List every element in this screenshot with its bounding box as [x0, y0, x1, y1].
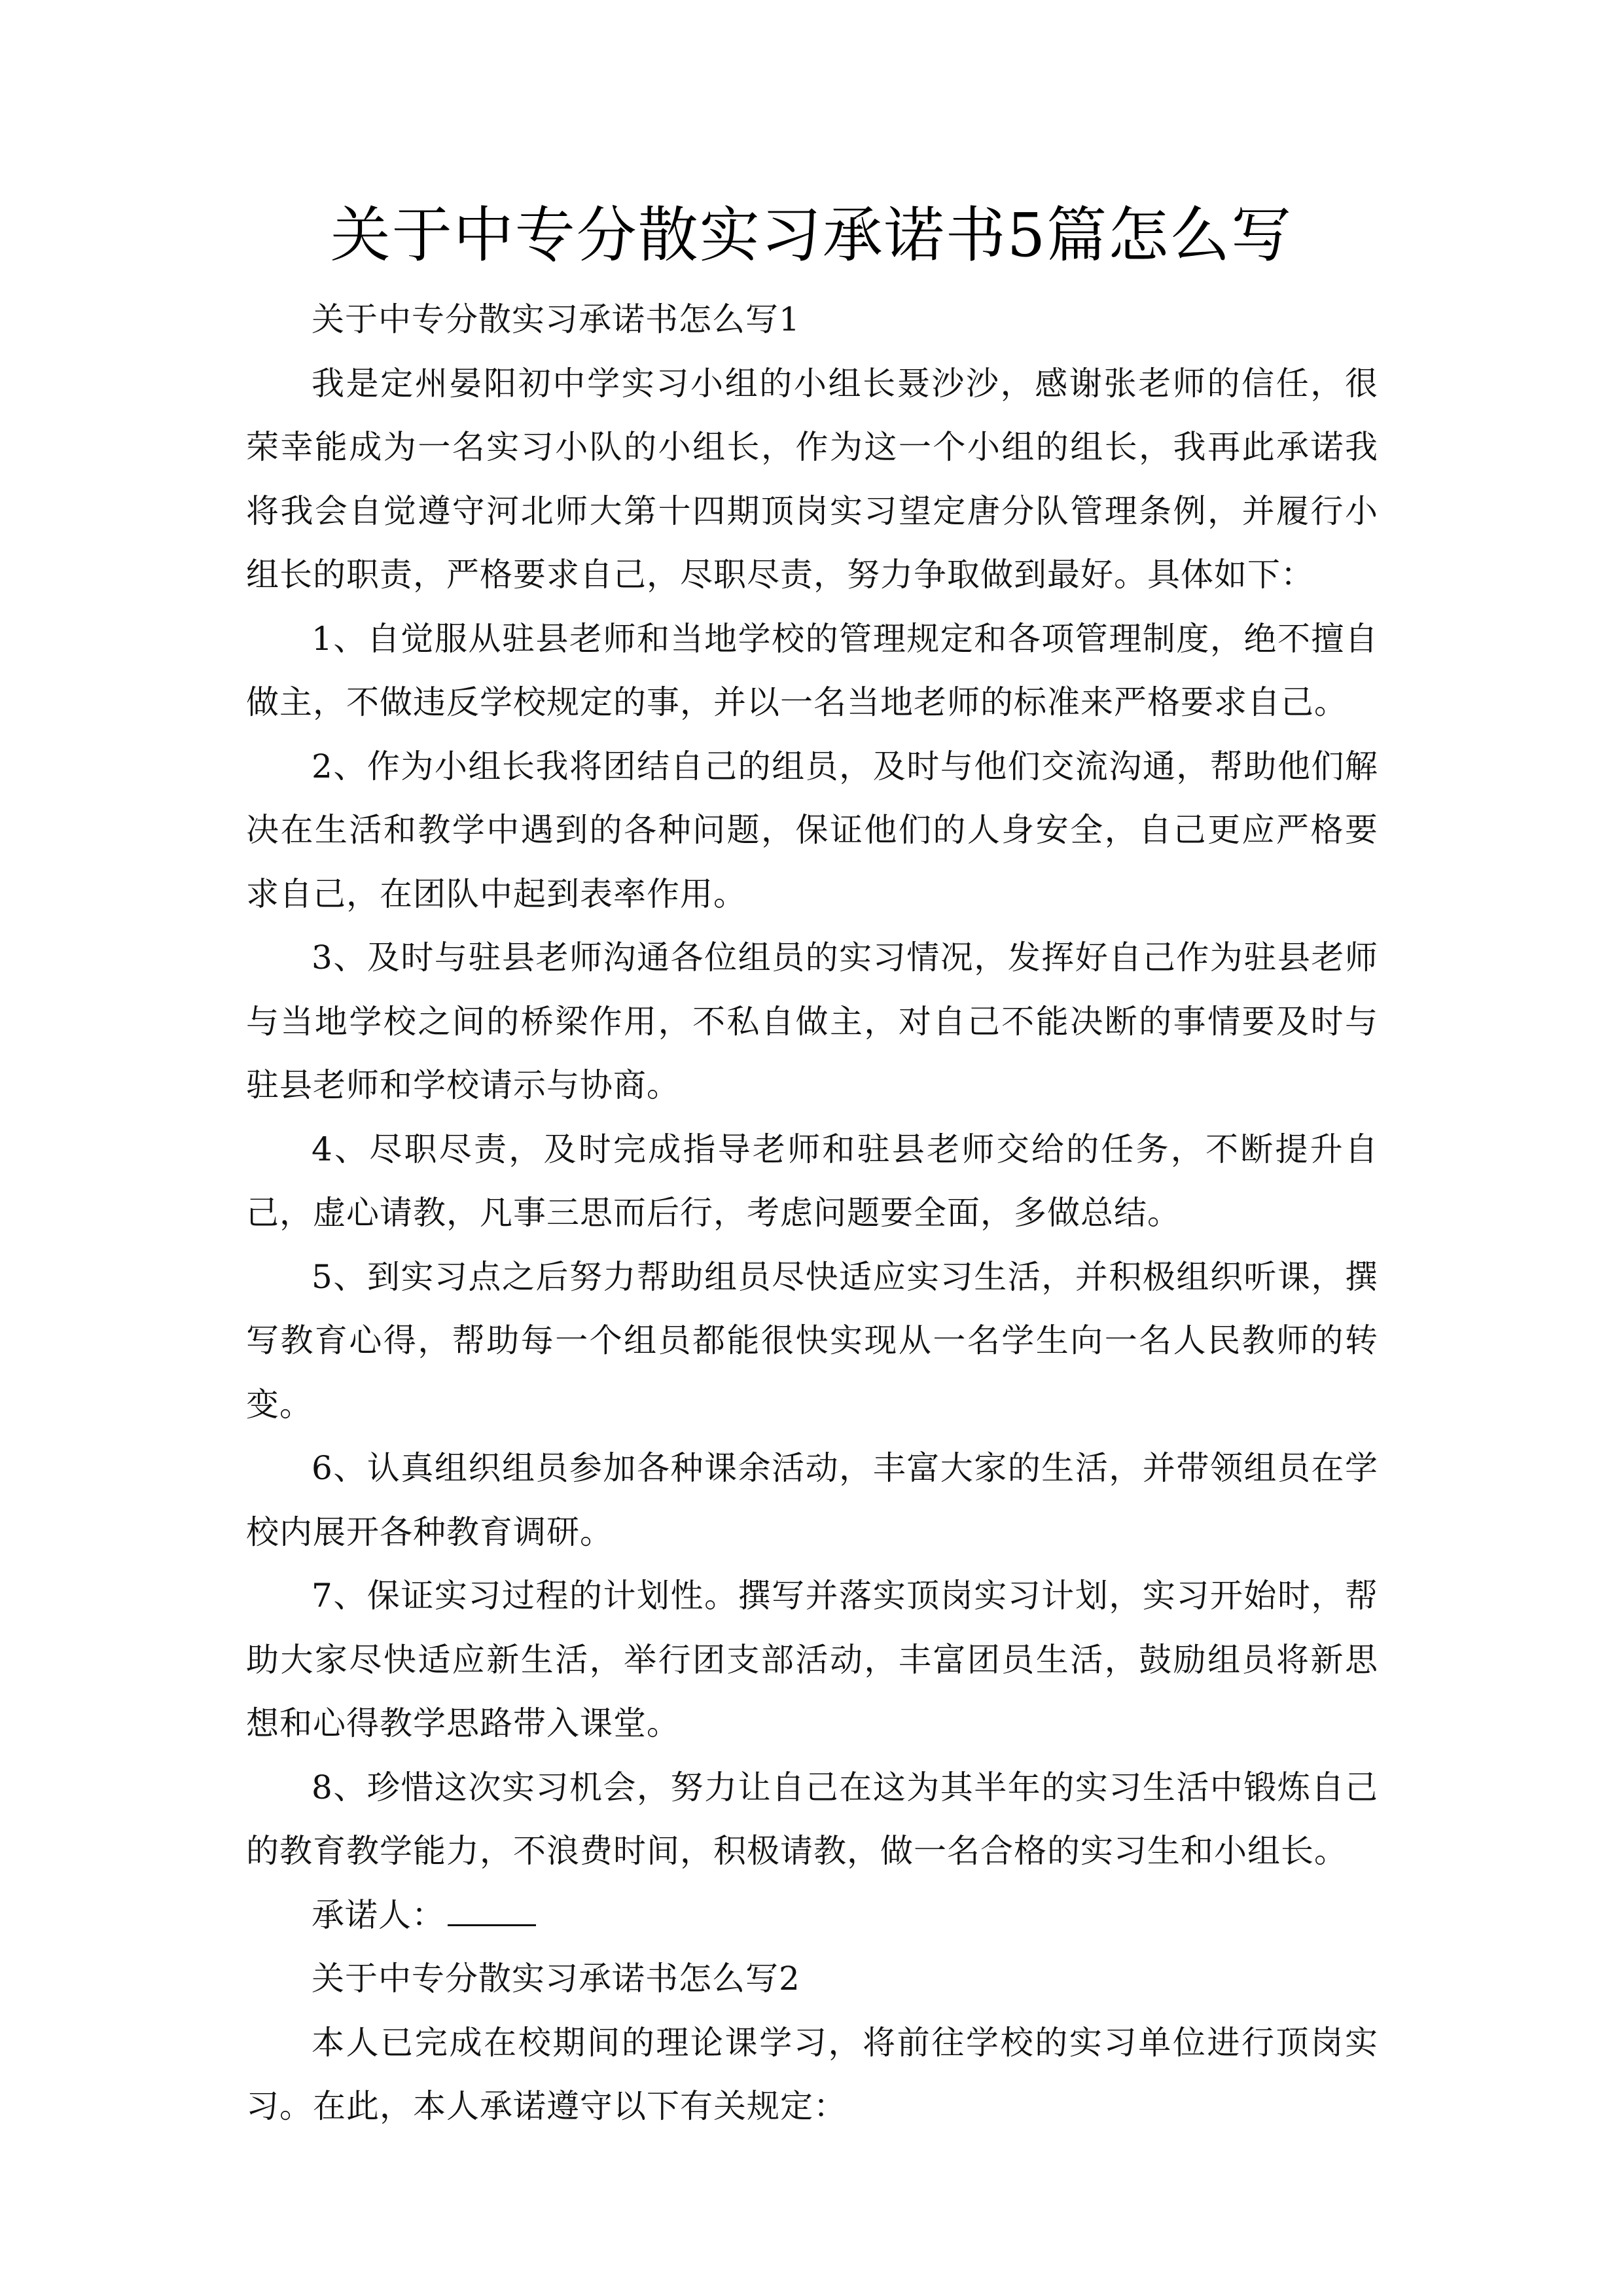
list-item: 7、保证实习过程的计划性。撰写并落实顶岗实习计划，实习开始时，帮助大家尽快适应新生活，举行团支部活动，丰富团员生活，鼓励组员将新思想和心得教学思路带入课堂。 [246, 1577, 1378, 1742]
list-item: 8、珍惜这次实习机会，努力让自己在这为其半年的实习生活中锻炼自己的教育教学能力，不浪费时间，积极请教，做一名合格的实习生和小组长。 [246, 1768, 1378, 1870]
section-2-intro: 本人已完成在校期间的理论课学习，将前往学校的实习单位进行顶岗实习。在此，本人承诺遵守以下有关规定： [246, 2023, 1378, 2125]
list-item: 4、尽职尽责，及时完成指导老师和驻县老师交给的任务，不断提升自己，虚心请教，凡事三思而后行，考虑问题要全面，多做总结。 [246, 1130, 1378, 1232]
document-title: 关于中专分散实习承诺书5篇怎么写 [330, 200, 1293, 270]
signature-label: 承诺人： [312, 1895, 445, 1934]
list-item: 6、认真组织组员参加各种课余活动，丰富大家的生活，并带领组员在学校内展开各种教育调研。 [246, 1449, 1378, 1551]
signature-line [246, 1884, 1378, 1948]
list-item: 2、作为小组长我将团结自己的组员，及时与他们交流沟通，帮助他们解决在生活和教学中遇到的各种问题，保证他们的人身安全，自己更应严格要求自己，在团队中起到表率作用。 [246, 747, 1378, 913]
list-item: 5、到实习点之后努力帮助组员尽快适应实习生活，并积极组织听课，撰写教育心得，帮助每一个组员都能很快实现从一名学生向一名人民教师的转变。 [246, 1257, 1378, 1424]
list-item: 1、自觉服从驻县老师和当地学校的管理规定和各项管理制度，绝不擅自做主，不做违反学校规定的事，并以一名当地老师的标准来严格要求自己。 [246, 619, 1378, 721]
section-heading-1: 关于中专分散实习承诺书怎么写1 [312, 300, 800, 338]
document-body [246, 288, 1378, 2139]
section-1-intro: 我是定州晏阳初中学实习小组的小组长聂沙沙，感谢张老师的信任，很荣幸能成为一名实习小队的小组长，作为这一个小组的组长，我再此承诺我将我会自觉遵守河北师大第十四期顶岗实习望定唐分队管理条例，并履行小组长的职责，严格要求自己，尽职尽责，努力争取做到最好。具体如下： [246, 364, 1378, 594]
signature-blank [448, 1898, 536, 1926]
section-heading-2: 关于中专分散实习承诺书怎么写2 [312, 1960, 800, 1998]
list-item: 3、及时与驻县老师沟通各位组员的实习情况，发挥好自己作为驻县老师与当地学校之间的桥梁作用，不私自做主，对自己不能决断的事情要及时与驻县老师和学校请示与协商。 [246, 939, 1378, 1104]
